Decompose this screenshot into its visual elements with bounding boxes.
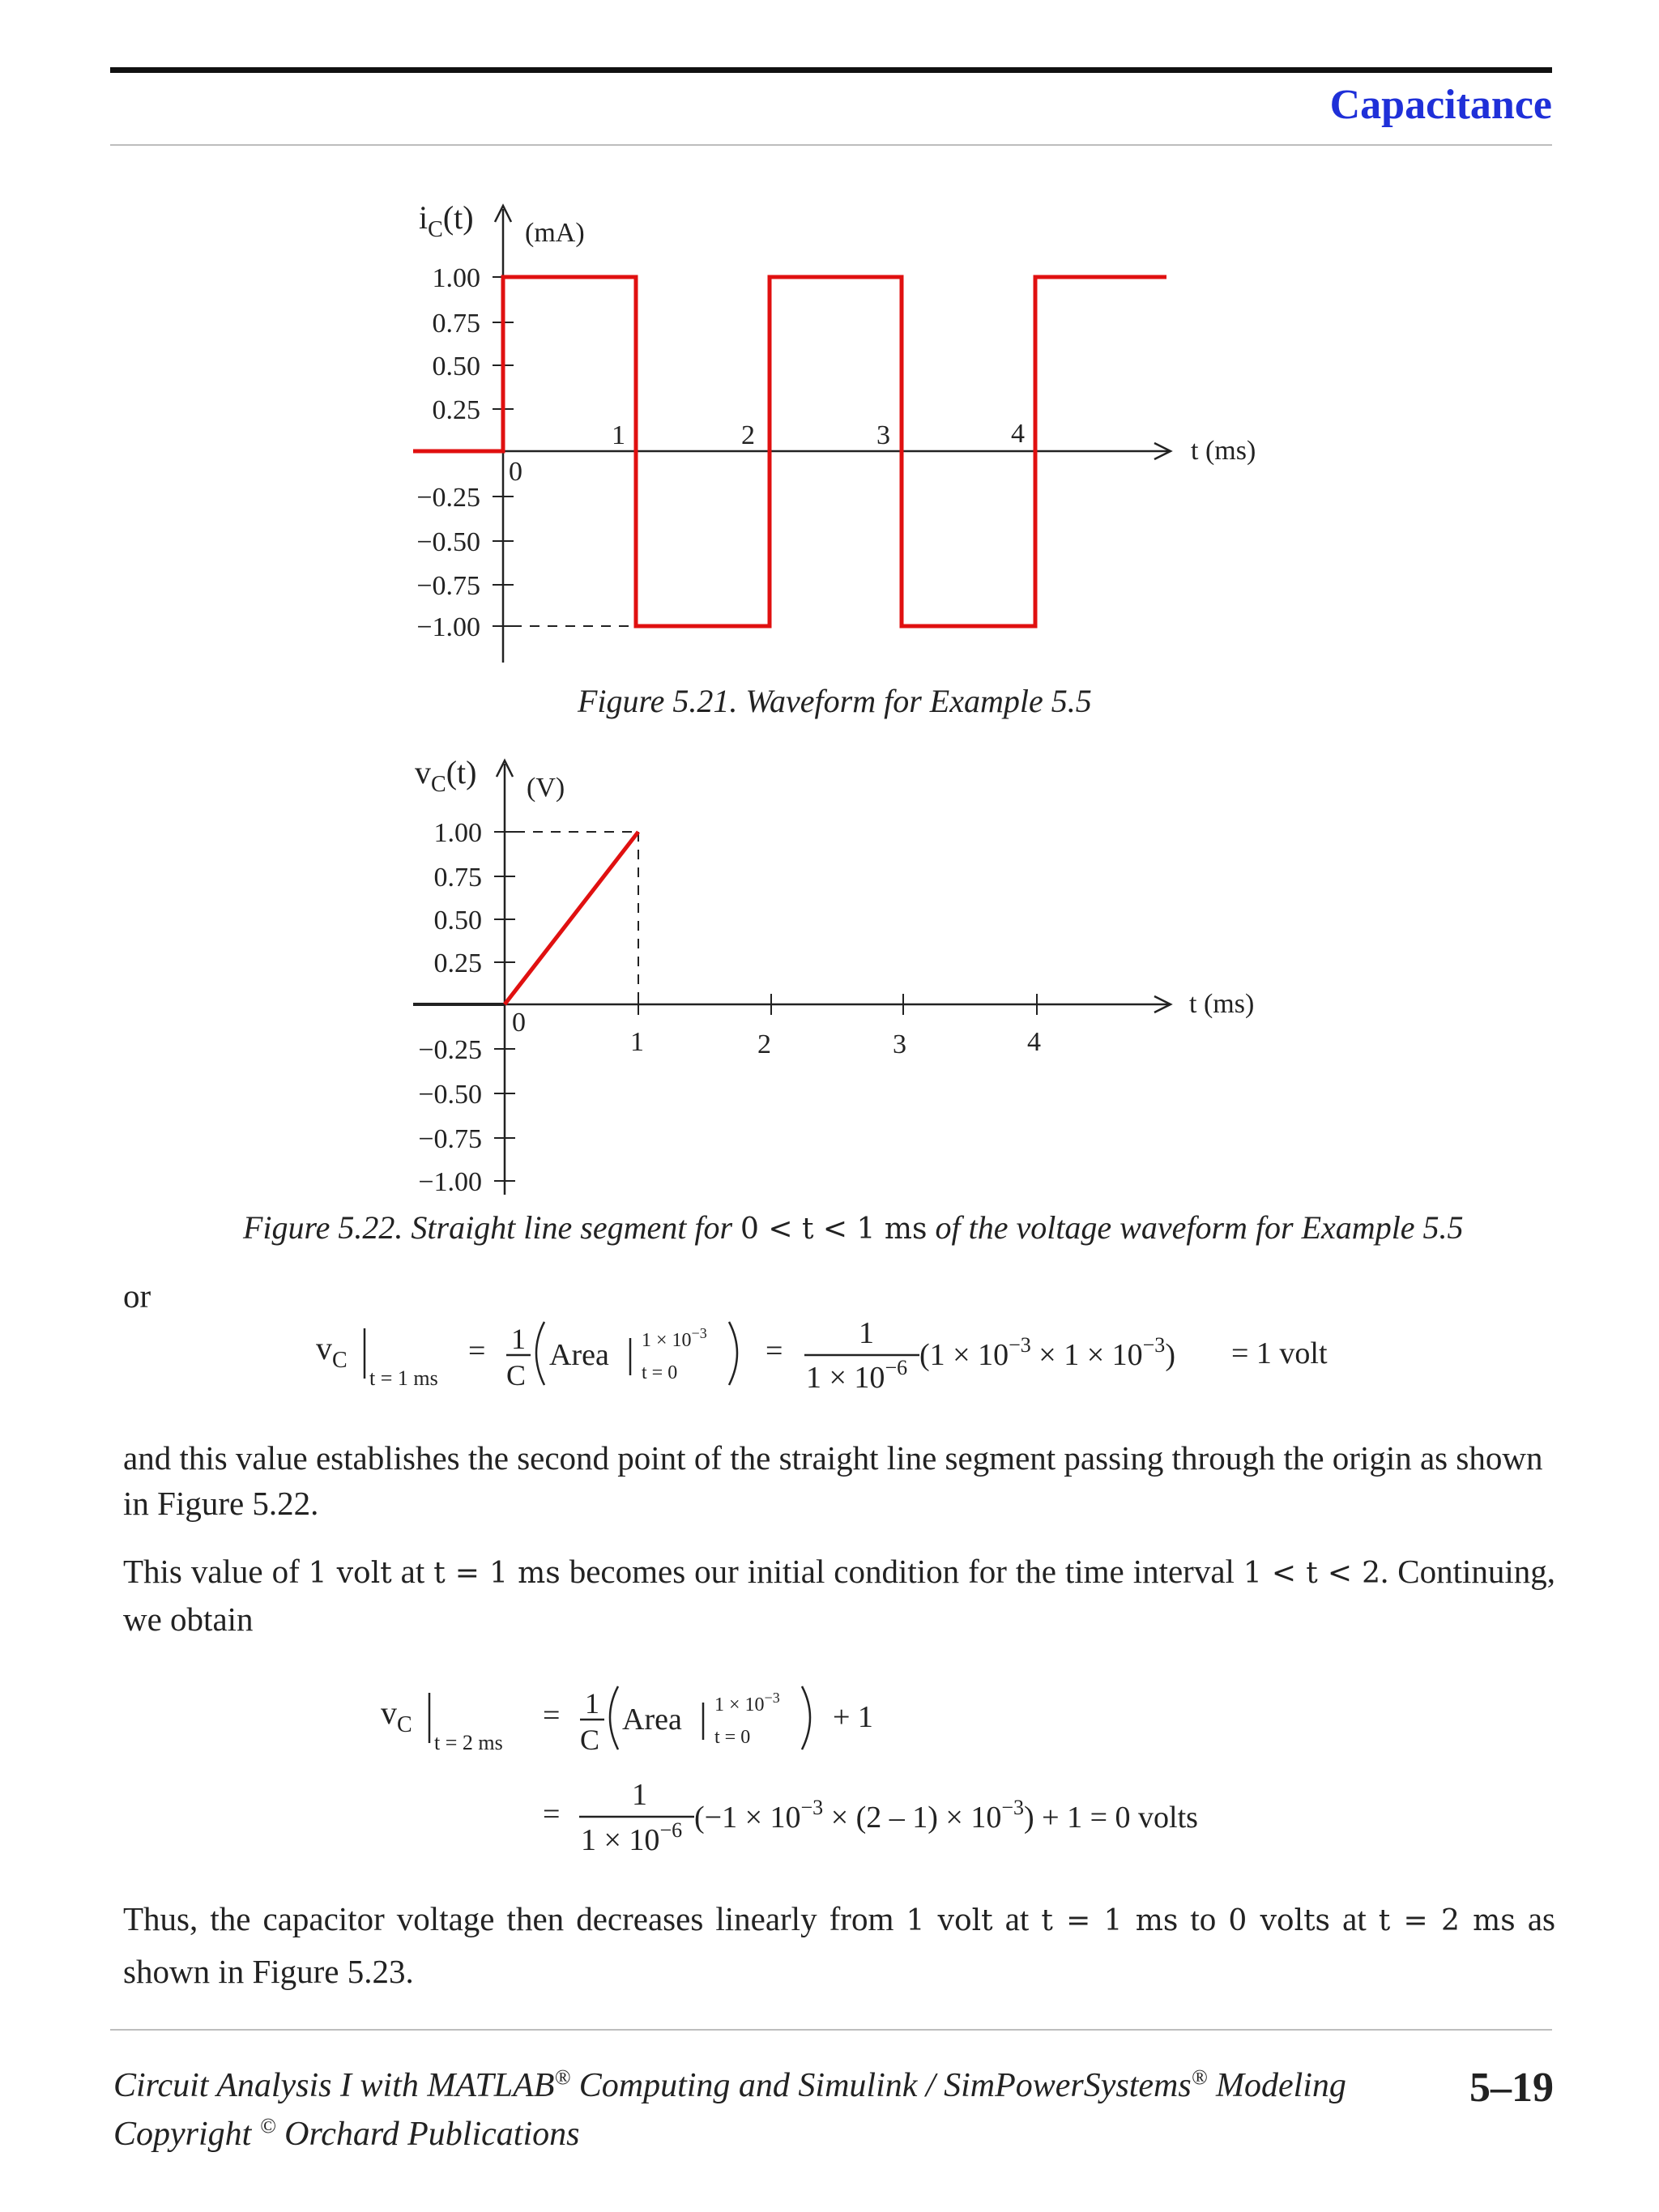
figure-5-21 (324, 186, 1377, 688)
fig1-origin-label: 0 (509, 457, 522, 487)
footer-copyright: Copyright © Orchard Publications (113, 2114, 580, 2153)
footer-divider (110, 2029, 1552, 2031)
fig1-y-tick-label: −0.25 (416, 483, 480, 513)
eq1-frac2-den: $1 \times 10^{-6}$ (806, 1356, 908, 1395)
running-header-title: Capacitance (1329, 82, 1552, 128)
eq2-product: $(-1 \times 10^{-3} \times (2 - 1) \times 10^{-3}) + 1 = 0$ volts (694, 1796, 1198, 1835)
eq2-upper: $1 \times 10^{-3}$ (714, 1690, 780, 1715)
fig1-unit-label: (mA) (525, 218, 585, 248)
eq1-equals: = (468, 1334, 486, 1368)
figure-5-22 (324, 741, 1377, 1219)
eq1-frac-den: C (506, 1359, 527, 1392)
page-number: 5–19 (1469, 2065, 1554, 2111)
eq1-upper: $1 \times 10^{-3}$ (642, 1325, 707, 1351)
or-text: or (123, 1277, 151, 1315)
eq2-frac2-num: 1 (632, 1778, 647, 1812)
fig2-x-tick-3: 3 (893, 1029, 906, 1059)
fig2-unit-label: (V) (527, 773, 565, 803)
eq1-frac-num: 1 (511, 1323, 526, 1355)
eq1-eval-at: t = 1 ms (369, 1366, 438, 1390)
figure-5-22-caption: Figure 5.22. Straight line segment for 0 < t < 1 ms of the voltage waveform for Example 5.5 (243, 1209, 1464, 1246)
eq2-frac2-den: $1 \times 10^{-6}$ (581, 1818, 683, 1857)
paragraph-1: and this value establishes the second point of the straight line segment passing through the origin as shown in Figure 5.22. (123, 1439, 1543, 1522)
fig2-x-label: t (ms) (1189, 989, 1255, 1019)
fig1-x-label: t (ms) (1191, 436, 1256, 466)
fig1-y-tick-label: 0.75 (432, 309, 480, 339)
figure-5-21-caption: Figure 5.21. Waveform for Example 5.5 (578, 683, 1092, 719)
eq2-area: Area (622, 1703, 682, 1737)
fig1-y-tick-label: 1.00 (432, 263, 480, 293)
fig2-x-tick-1: 1 (630, 1027, 644, 1057)
fig2-x-tick-2: 2 (757, 1029, 771, 1059)
paragraph-3: Thus, the capacitor voltage then decreases linearly from 1 volt at t = 1 ms to 0 volts at t = 2 ms as shown in Figure 5.23. (123, 1900, 1555, 1990)
fig1-y-tick-label: 0.50 (432, 352, 480, 381)
fig1-y-tick-label: 0.25 (432, 395, 480, 425)
eq1-lhs: $v_C$ (316, 1330, 348, 1373)
header-rule (110, 67, 1552, 73)
fig2-y-tick-label: −1.00 (418, 1167, 482, 1197)
fig2-y-tick-label: 1.00 (433, 818, 482, 848)
eq1-product: $(1 \times 10^{-3} \times 1 \times 10^{-3})$ (919, 1333, 1175, 1372)
eq1-area: Area (549, 1338, 609, 1372)
footer-book-title: Circuit Analysis I with MATLAB® Computing and Simulink / SimPowerSystems® Modeling (113, 2065, 1346, 2104)
equation-vc-1ms (308, 1304, 1442, 1417)
fig1-x-tick-3: 3 (876, 420, 890, 450)
eq2-lhs: $v_C$ (381, 1694, 412, 1737)
fig2-y-tick-label: 0.25 (433, 948, 482, 978)
fig1-x-tick-4: 4 (1011, 419, 1025, 449)
eq2-equals: = (543, 1698, 561, 1733)
fig2-y-tick-label: −0.75 (418, 1124, 482, 1154)
eq1-right-paren (729, 1322, 737, 1385)
paragraph-2: This value of 1 volt at t = 1 ms becomes our initial condition for the time interval 1 < t < 2. Continuing, we obtain (123, 1553, 1555, 1638)
eq2-eval-at: t = 2 ms (434, 1731, 503, 1754)
eq2-equals-line2: = (543, 1797, 561, 1831)
eq2-right-paren (802, 1686, 810, 1750)
fig1-y-label: $i_C(t)$ (419, 199, 474, 242)
fig2-y-tick-label: −0.25 (418, 1035, 482, 1065)
eq2-frac-num: 1 (585, 1687, 599, 1720)
eq2-plus-one: + 1 (833, 1700, 873, 1734)
fig2-voltage-ramp (505, 832, 638, 1004)
fig1-y-tick-label: −0.50 (416, 527, 480, 557)
eq2-lower: t = 0 (714, 1727, 751, 1748)
fig1-y-tick-label: −1.00 (416, 612, 480, 642)
fig2-x-tick-4: 4 (1027, 1027, 1041, 1057)
eq1-equals-2: = (766, 1334, 783, 1368)
equation-vc-2ms (373, 1669, 1426, 1879)
fig1-x-tick-1: 1 (612, 420, 625, 450)
eq1-lower: t = 0 (642, 1362, 678, 1383)
eq2-left-paren (610, 1686, 618, 1750)
fig2-origin-label: 0 (512, 1008, 526, 1038)
fig2-y-tick-label: 0.50 (433, 906, 482, 936)
header-divider (110, 144, 1552, 146)
fig2-y-tick-label: 0.75 (433, 863, 482, 893)
eq1-result: = 1 volt (1231, 1336, 1328, 1370)
fig2-y-label: $v_C(t)$ (415, 754, 477, 797)
fig1-x-tick-2: 2 (741, 420, 755, 450)
eq2-frac-den: C (580, 1724, 600, 1756)
eq1-left-paren (536, 1322, 544, 1385)
fig2-y-tick-label: −0.50 (418, 1080, 482, 1110)
eq1-frac2-num: 1 (859, 1316, 874, 1350)
fig1-y-tick-label: −0.75 (416, 571, 480, 601)
fig2-y-ticks (418, 818, 515, 1197)
